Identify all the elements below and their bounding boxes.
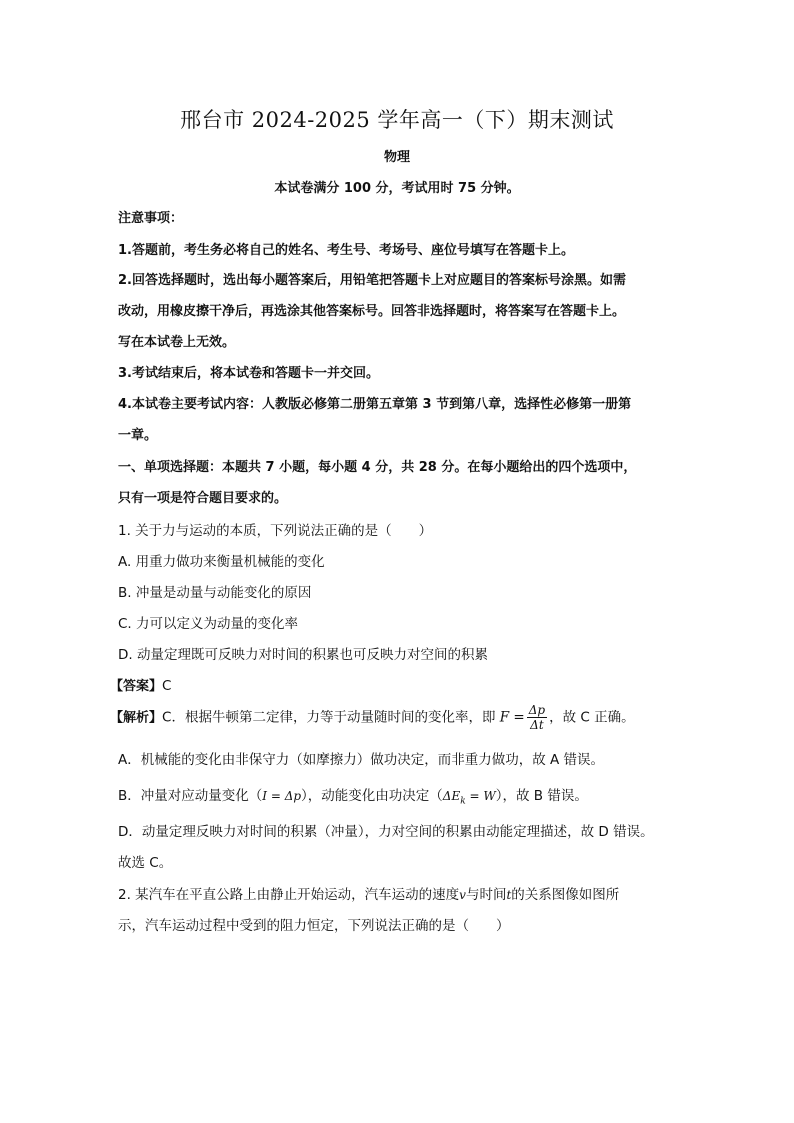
formula-delta-ek: ΔE bbox=[442, 789, 461, 803]
subject-label: 物理 bbox=[383, 150, 410, 165]
symbol-v: v bbox=[459, 888, 466, 902]
question-1-conclusion: 故选 C。 bbox=[118, 855, 173, 871]
analysis-text: C．根据牛顿第二定律，力等于动量随时间的变化率，即 bbox=[162, 709, 496, 726]
analysis-text-end: ，故 C 正确。 bbox=[549, 709, 635, 726]
formula-impulse: I = Δp bbox=[262, 789, 302, 803]
notice-item-4-line1: 4.本试卷主要考试内容：人教版必修第二册第五章第 3 节到第八章，选择性必修第一册第 bbox=[118, 397, 632, 412]
notice-item-4-line2: 一章。 bbox=[118, 428, 158, 443]
notice-item-2-line1: 2.回答选择题时，选出每小题答案后，用铅笔把答题卡上对应题目的答案标号涂黑。如需 bbox=[118, 273, 626, 288]
question-1-analysis-line1 bbox=[110, 703, 635, 732]
formula-work: = W bbox=[465, 789, 496, 803]
question-1-answer bbox=[110, 675, 171, 694]
notice-item-1: 1.答题前，考生务必将自己的姓名、考生号、考场号、座位号填写在答题卡上。 bbox=[118, 243, 574, 258]
notice-heading: 注意事项： bbox=[118, 211, 184, 226]
question-1-analysis-line2: A．机械能的变化由非保守力（如摩擦力）做功决定，而非重力做功，故 A 错误。 bbox=[118, 752, 605, 768]
answer-value: C bbox=[162, 678, 172, 694]
analysis-text: ），动能变化由功决定（ bbox=[301, 788, 443, 804]
answer-tag: 【答案】 bbox=[110, 679, 163, 694]
question-2-stem-line1 bbox=[118, 883, 619, 903]
symbol-t: t bbox=[506, 888, 512, 902]
analysis-text: ），故 B 错误。 bbox=[495, 788, 588, 804]
notice-item-3: 3.考试结束后，将本试卷和答题卡一并交回。 bbox=[118, 366, 379, 381]
question-text: 的关系图像如图所 bbox=[511, 887, 620, 903]
question-1-analysis-line4: D．动量定理反映力对时间的积累（冲量），力对空间的积累由动能定理描述，故 D 错误。 bbox=[118, 824, 654, 840]
formula-f: F = bbox=[499, 709, 525, 726]
question-text: 与时间 bbox=[465, 887, 507, 903]
question-1-option-c: C. 力可以定义为动量的变化率 bbox=[118, 616, 299, 632]
notice-item-2-line2: 改动，用橡皮擦干净后，再选涂其他答案标号。回答非选择题时，将答案写在答题卡上。 bbox=[118, 304, 626, 319]
exam-info: 本试卷满分 100 分，考试用时 75 分钟。 bbox=[274, 181, 520, 196]
question-1-analysis-line3 bbox=[118, 784, 588, 807]
question-1-option-a: A. 用重力做功来衡量机械能的变化 bbox=[118, 554, 325, 570]
question-text: 2. 某汽车在平直公路上由静止开始运动，汽车运动的速度 bbox=[118, 887, 460, 903]
fraction-numerator: Δp bbox=[528, 703, 546, 717]
section-1-heading-line1: 一、单项选择题：本题共 7 小题，每小题 4 分，共 28 分。在每小题给出的四个选项中， bbox=[118, 460, 637, 475]
question-2-stem-line2: 示，汽车运动过程中受到的阻力恒定，下列说法正确的是（ ） bbox=[118, 918, 510, 934]
question-1-stem: 1. 关于力与运动的本质，下列说法正确的是（ ） bbox=[118, 523, 433, 539]
exam-title: 邢台市 2024-2025 学年高一（下）期末测试 bbox=[180, 108, 614, 132]
notice-item-2-line3: 写在本试卷上无效。 bbox=[118, 335, 236, 350]
analysis-text: B．冲量对应动量变化（ bbox=[118, 788, 263, 804]
section-1-heading-line2: 只有一项是符合题目要求的。 bbox=[118, 491, 288, 506]
formula-subscript: k bbox=[460, 796, 466, 807]
formula-fraction bbox=[527, 703, 547, 732]
analysis-tag: 【解析】 bbox=[110, 710, 163, 726]
question-1-option-d: D. 动量定理既可反映力对时间的积累也可反映力对空间的积累 bbox=[118, 647, 488, 663]
question-1-option-b: B. 冲量是动量与动能变化的原因 bbox=[118, 585, 312, 601]
fraction-denominator: Δt bbox=[530, 718, 544, 732]
